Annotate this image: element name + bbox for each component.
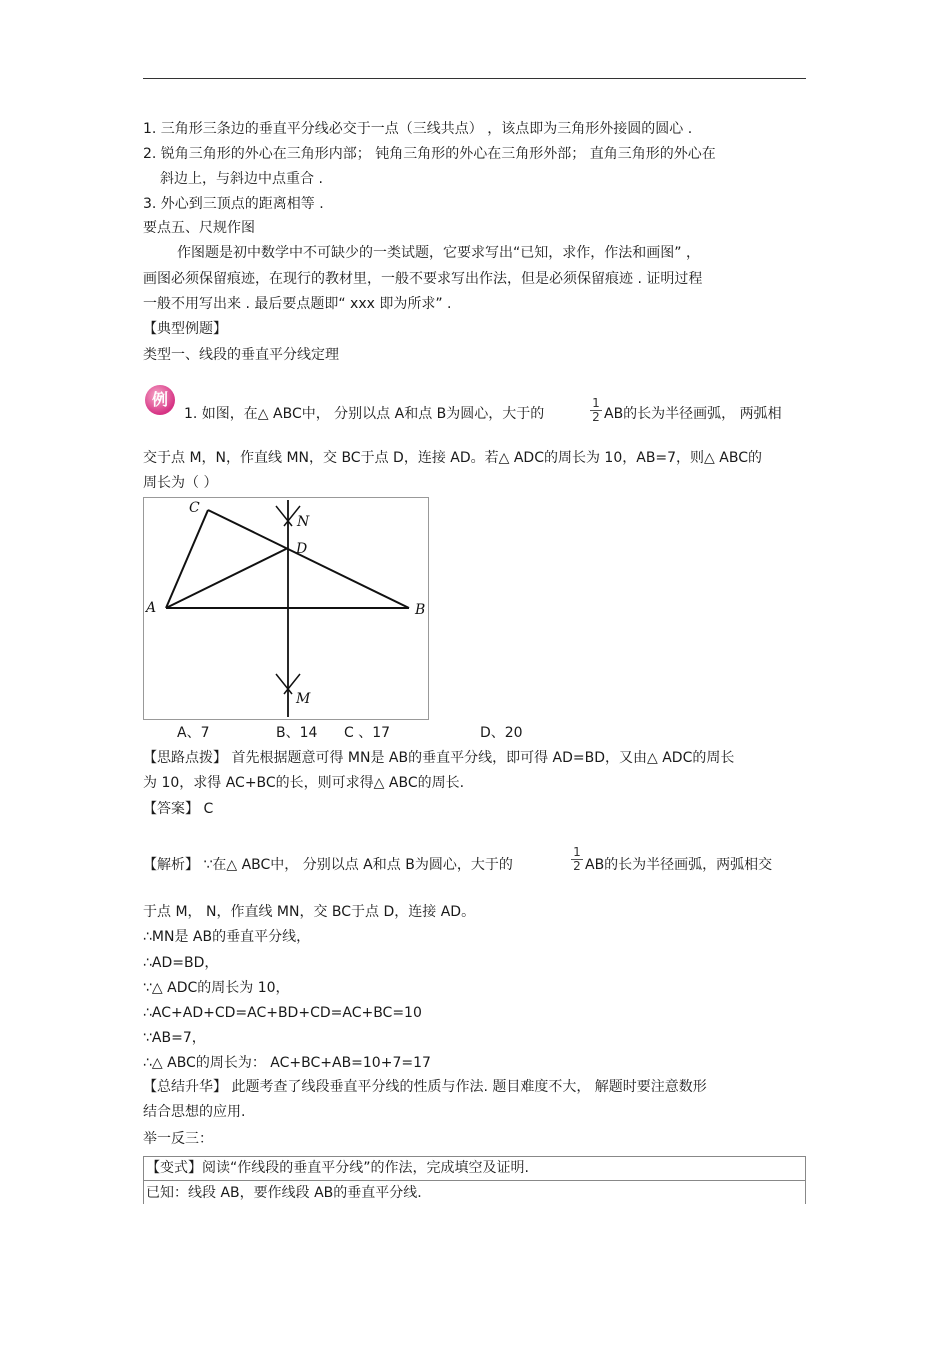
segment-ad xyxy=(166,548,288,608)
practice-heading: 举一反三： xyxy=(143,1131,213,1147)
analysis-line-2: 于点 M， N，作直线 MN，交 BC于点 D，连接 AD。 xyxy=(143,904,476,920)
variant-box-divider xyxy=(143,1180,806,1181)
example-line-2: 交于点 M，N，作直线 MN，交 BC于点 D，连接 AD。若△ ADC的周长为 10，AB=7，则△ ABC的 xyxy=(143,450,762,466)
summary-line-2: 结合思想的应用. xyxy=(143,1104,246,1120)
intro-line-1: 作图题是初中数学中不可缺少的一类试题，它要求写出“已知，求作，作法和画图” ， xyxy=(177,245,700,261)
label-a: A xyxy=(146,600,157,616)
hint-line-1: 【思路点拨】 首先根据题意可得 MN是 AB的垂直平分线，即可得 AD=BD，又由△ ADC的周长 xyxy=(143,750,735,766)
example-line-1a: 1. 如图，在△ ABC中， 分别以点 A和点 B为圆心，大于的 xyxy=(184,406,545,422)
intro-line-3: 一般不用写出来 . 最后要点题即“ xxx 即为所求” . xyxy=(143,296,452,312)
section-title: 【典型例题】 xyxy=(143,321,227,337)
point-2: 2. 锐角三角形的外心在三角形内部； 钝角三角形的外心在三角形外部； 直角三角形的外心在 xyxy=(143,146,716,162)
analysis-line-7: ∵AB=7， xyxy=(143,1030,206,1046)
intro-line-2: 画图必须保留痕迹，在现行的教材里，一般不要求写出作法，但是必须保留痕迹 . 证明过程 xyxy=(143,271,703,287)
analysis-line-8: ∴△ ABC的周长为： AC+BC+AB=10+7=17 xyxy=(143,1055,431,1071)
label-c: C xyxy=(189,500,200,516)
key-point-5-heading: 要点五、尺规作图 xyxy=(143,220,255,236)
option-a: A、7 xyxy=(177,725,210,741)
option-d: D、20 xyxy=(480,725,523,741)
type-1-heading: 类型一、线段的垂直平分线定理 xyxy=(143,347,339,363)
analysis-line-5: ∵△ ADC的周长为 10， xyxy=(143,980,290,996)
header-rule xyxy=(143,78,806,79)
example-badge-icon xyxy=(145,385,175,415)
label-d: D xyxy=(296,541,308,557)
analysis-line-4: ∴AD=BD， xyxy=(143,955,219,971)
analysis-fraction-denominator: 2 xyxy=(573,859,581,873)
analysis-fraction-numerator: 1 xyxy=(573,845,581,859)
analysis-line-6: ∴AC+AD+CD=AC+BD+CD=AC+BC=10 xyxy=(143,1005,422,1021)
fraction-numerator: 1 xyxy=(592,396,600,410)
option-b: B、14 xyxy=(276,725,318,741)
label-b: B xyxy=(415,602,426,618)
given-text: 已知：线段 AB，要作线段 AB的垂直平分线. xyxy=(146,1185,422,1201)
example-line-3: 周长为（ ） xyxy=(143,475,218,491)
variant-text: 【变式】阅读“作线段的垂直平分线”的作法，完成填空及证明. xyxy=(146,1160,529,1176)
answer: 【答案】 C xyxy=(143,801,214,817)
triangle-figure xyxy=(143,497,429,720)
label-m: M xyxy=(296,691,311,707)
analysis-line-1b: AB的长为半径画弧，两弧相交 xyxy=(585,857,773,873)
variant-box-right xyxy=(805,1156,806,1204)
point-2-cont: 斜边上，与斜边中点重合 . xyxy=(160,171,323,187)
triangle-diagram xyxy=(144,498,428,719)
option-c: C 、17 xyxy=(344,725,391,741)
example-line-1b: AB的长为半径画弧， 两弧相 xyxy=(604,406,782,422)
fraction-denominator: 2 xyxy=(592,410,600,424)
point-1: 1. 三角形三条边的垂直平分线必交于一点（三线共点） ，该点即为三角形外接圆的圆心 . xyxy=(143,121,693,137)
analysis-fraction-half xyxy=(571,847,583,872)
label-n: N xyxy=(297,514,310,530)
example-badge-label: 例 xyxy=(151,390,168,409)
variant-box-top xyxy=(143,1156,806,1157)
side-ac xyxy=(166,510,208,608)
analysis-line-1a: 【解析】 ∵在△ ABC中， 分别以点 A和点 B为圆心，大于的 xyxy=(143,857,513,873)
hint-line-2: 为 10，求得 AC+BC的长，则可求得△ ABC的周长. xyxy=(143,775,465,791)
summary-line-1: 【总结升华】 此题考查了线段垂直平分线的性质与作法. 题目难度不大， 解题时要注意数形 xyxy=(143,1079,707,1095)
analysis-line-3: ∴MN是 AB的垂直平分线， xyxy=(143,929,311,945)
variant-box-left xyxy=(143,1156,144,1204)
point-3: 3. 外心到三顶点的距离相等 . xyxy=(143,196,324,212)
fraction-half xyxy=(590,398,602,423)
